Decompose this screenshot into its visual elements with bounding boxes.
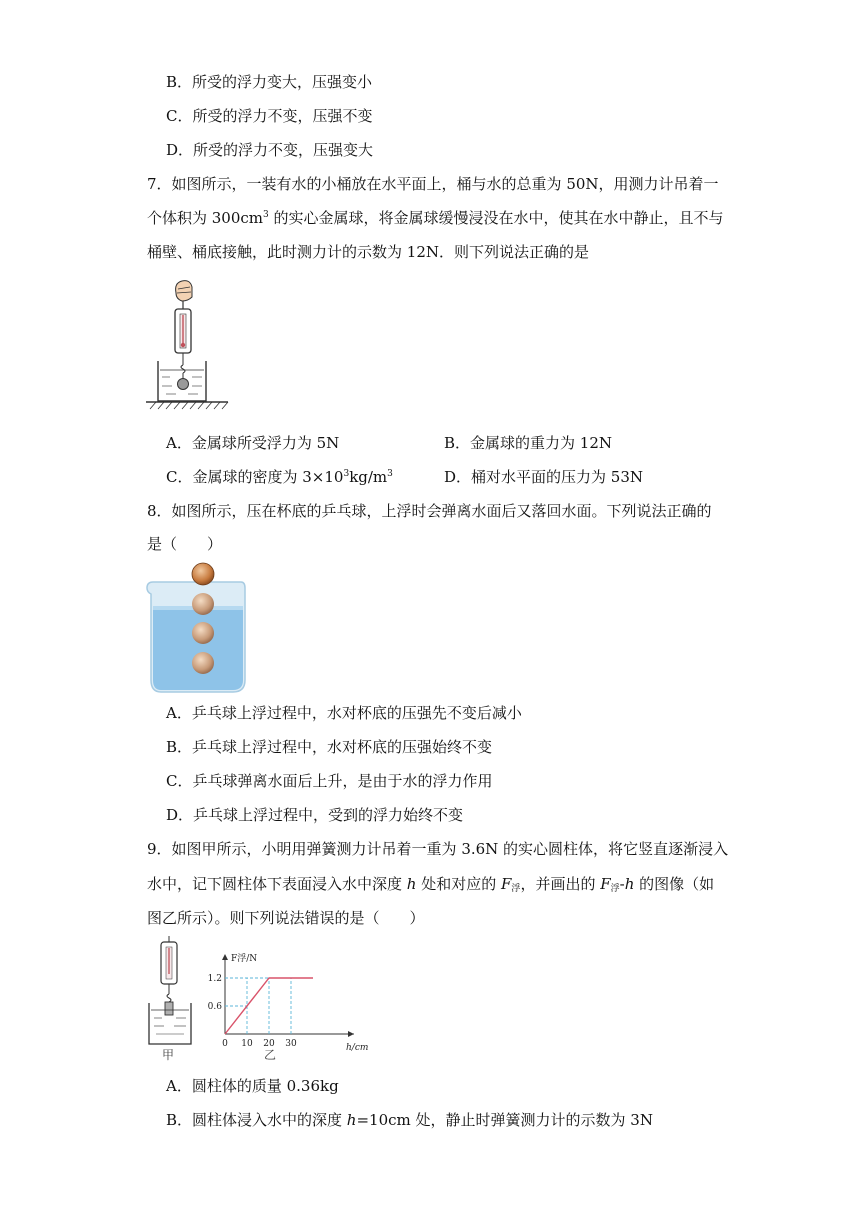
q7-stem-line2: 个体积为 $300cm^3$ 的实心金属球，将金属球缓慢浸没在水中，使其在水中静止，且不与: [147, 209, 724, 227]
x-axis-label: h/cm: [346, 1043, 369, 1053]
x-tick-label: 10: [241, 1039, 253, 1049]
y-tick-label: 0.6: [207, 1002, 222, 1012]
q8-option-b: B．乒乓球上浮过程中，水对杯底的压强始终不变: [166, 738, 493, 756]
q8-option-c: C．乒乓球弹离水面后上升，是由于水的浮力作用: [166, 772, 493, 790]
q7-option-c: C．金属球的密度为 $3\times 10^3kg/m^3$: [166, 468, 393, 486]
x-tick-label: 0: [222, 1039, 228, 1049]
q9-stem-line1: 9．如图甲所示，小明用弹簧测力计吊着一重为 3.6N 的实心圆柱体，将它竖直逐渐浸入: [147, 840, 729, 858]
q9-option-b: B．圆柱体浸入水中的深度 h=10cm 处，静止时弹簧测力计的示数为 3N: [166, 1111, 653, 1129]
q9-option-a: A．圆柱体的质量 0.36kg: [166, 1077, 339, 1095]
q7-option-d: D．桶对水平面的压力为 53N: [444, 468, 644, 486]
q7-spring-scale-figure: [146, 279, 228, 411]
q9-stem-line2: 水中，记下圆柱体下表面浸入水中深度 h 处和对应的 $F_浮$，并画出的 $F_浮-h$ 的图像（如: [147, 875, 715, 894]
q9-stem-line3: 图乙所示）。则下列说法错误的是（ ）: [147, 909, 425, 927]
q7-option-a: A．金属球所受浮力为 5N: [166, 434, 340, 452]
x-tick-label: 20: [263, 1039, 275, 1049]
q8-option-a: A．乒乓球上浮过程中，水对杯底的压强先不变后减小: [166, 704, 522, 722]
q8-stem-line2: 是（ ）: [147, 535, 223, 553]
y-axis-label: F浮/N: [231, 954, 258, 964]
q7-option-b: B．金属球的重力为 12N: [444, 434, 613, 452]
q8-beaker-figure: [145, 560, 249, 694]
q6-option-b: B．所受的浮力变大，压强变小: [166, 73, 373, 91]
q8-option-d: D．乒乓球上浮过程中，受到的浮力始终不变: [166, 806, 464, 824]
q8-stem-line1: 8．如图所示，压在杯底的乒乓球，上浮时会弹离水面后又落回水面。下列说法正确的: [147, 502, 712, 520]
q9-figure-yi-label: 乙: [264, 1048, 277, 1062]
x-axis-arrow: [348, 1031, 354, 1037]
y-tick-label: 1.2: [207, 974, 222, 984]
q7-stem-line3: 桶壁、桶底接触，此时测力计的示数为 12N．则下列说法正确的是: [147, 243, 589, 261]
q9-chart-figure: [205, 950, 369, 1053]
q9-figure-jia-label: 甲: [162, 1048, 175, 1062]
q9-figure-jia: [146, 936, 196, 1062]
q6-option-d: D．所受的浮力不变，压强变大: [166, 141, 374, 159]
q6-option-c: C．所受的浮力不变，压强不变: [166, 107, 373, 125]
x-tick-label: 30: [285, 1039, 297, 1049]
q7-stem-line1: 7．如图所示，一装有水的小桶放在水平面上，桶与水的总重为 50N，用测力计吊着一: [147, 175, 719, 193]
y-axis-arrow: [222, 954, 228, 960]
